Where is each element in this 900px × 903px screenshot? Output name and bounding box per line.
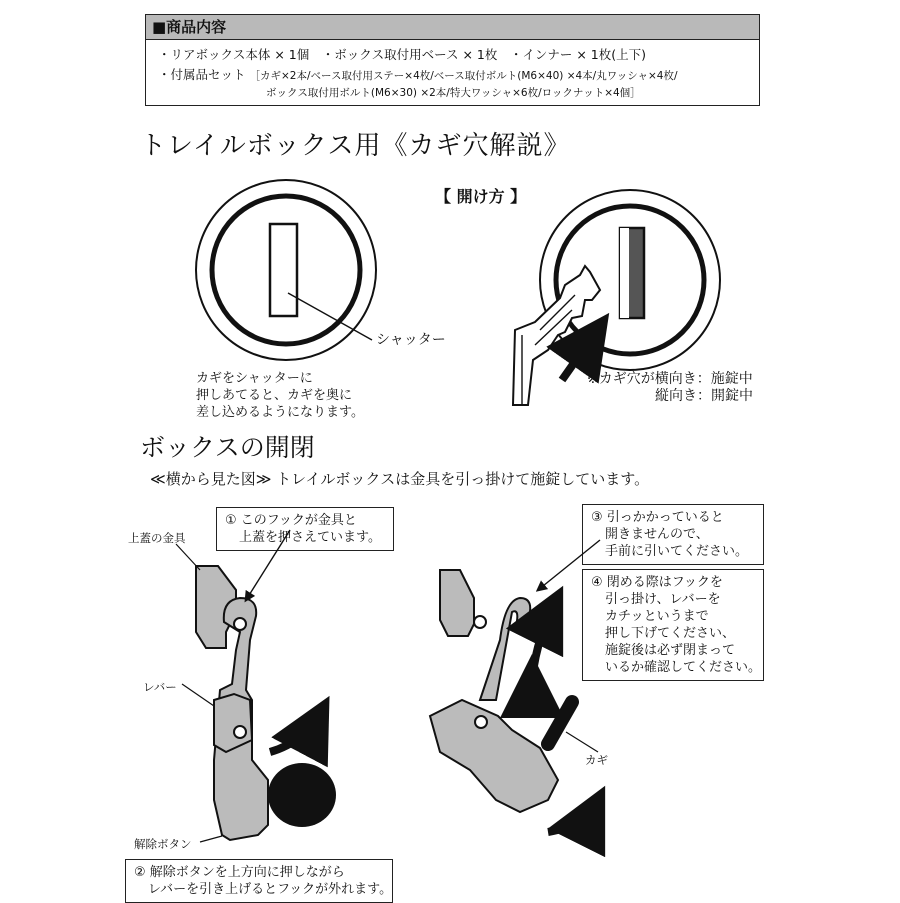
callout-line: レバーを引き上げるとフックが外れます。: [148, 882, 393, 897]
accessory-set-label: ・付属品セット: [158, 67, 246, 82]
callout-line: いるか確認してください。: [605, 660, 762, 675]
hook-diagram-icon: [430, 540, 600, 832]
box-section-title: ボックスの開閉: [140, 433, 315, 462]
left-note-line: カギをシャッターに: [196, 371, 313, 386]
callout-line: ② 解除ボタンを上方向に押しながら: [134, 865, 345, 880]
key-section-title: トレイルボックス用《カギ穴解説》: [140, 131, 571, 161]
callout-line: ③ 引っかかっていると: [591, 510, 724, 525]
left-note-line: 押しあてると、カギを奥に: [196, 388, 353, 403]
callout-line: 上蓋を押さえています。: [239, 530, 381, 545]
callout-line: 引っ掛け、レバーを: [605, 592, 721, 607]
contents-heading: ■商品内容: [146, 15, 759, 40]
label-release-button: 解除ボタン: [134, 837, 192, 851]
callout-line: ④ 閉める際はフックを: [591, 575, 723, 590]
left-note-line: 差し込めるようになります。: [196, 405, 364, 420]
callout-line: 押し下げてください、: [605, 626, 736, 641]
open-method-label: 【 開け方 】: [435, 187, 527, 206]
keyhole-closed-icon: [196, 180, 376, 360]
shutter-label: シャッター: [376, 332, 446, 348]
right-note-line: ※カギ穴が横向き：施錠中: [587, 371, 753, 387]
accessory-detail-1: ［カギ×2本/ベース取付用ステー×4枚/ベース取付ボルト(M6×40) ×4本/丸ワッシャ×4枚/: [249, 70, 678, 82]
right-note-line: 縦向き：開錠中: [655, 388, 753, 404]
label-lever: レバー: [143, 680, 177, 694]
keyhole-open-icon: [540, 190, 720, 370]
callout-line: 手前に引いてください。: [605, 544, 749, 559]
callout-line: カチッというまで: [605, 609, 709, 624]
hook-diagram-icon: [176, 530, 336, 842]
callout-line: 施錠後は必ず閉まって: [605, 643, 736, 658]
callout-line: 開きませんので、: [605, 527, 709, 542]
label-lid-bracket: 上蓋の金具: [128, 531, 186, 545]
side-view-caption: ≪横から見た図≫ トレイルボックスは金具を引っ掛けて施錠しています。: [150, 470, 650, 488]
contents-line-3: ボックス取付用ボルト(M6×30) ×2本/特大ワッシャ×6枚/ロックナット×4個］: [266, 87, 641, 99]
label-key: カギ: [585, 753, 608, 767]
callout-line: ① このフックが金具と: [225, 513, 357, 528]
contents-line-1: ・リアボックス本体 × 1個 ・ボックス取付用ベース × 1枚 ・インナー × 1枚(上下): [158, 47, 646, 62]
